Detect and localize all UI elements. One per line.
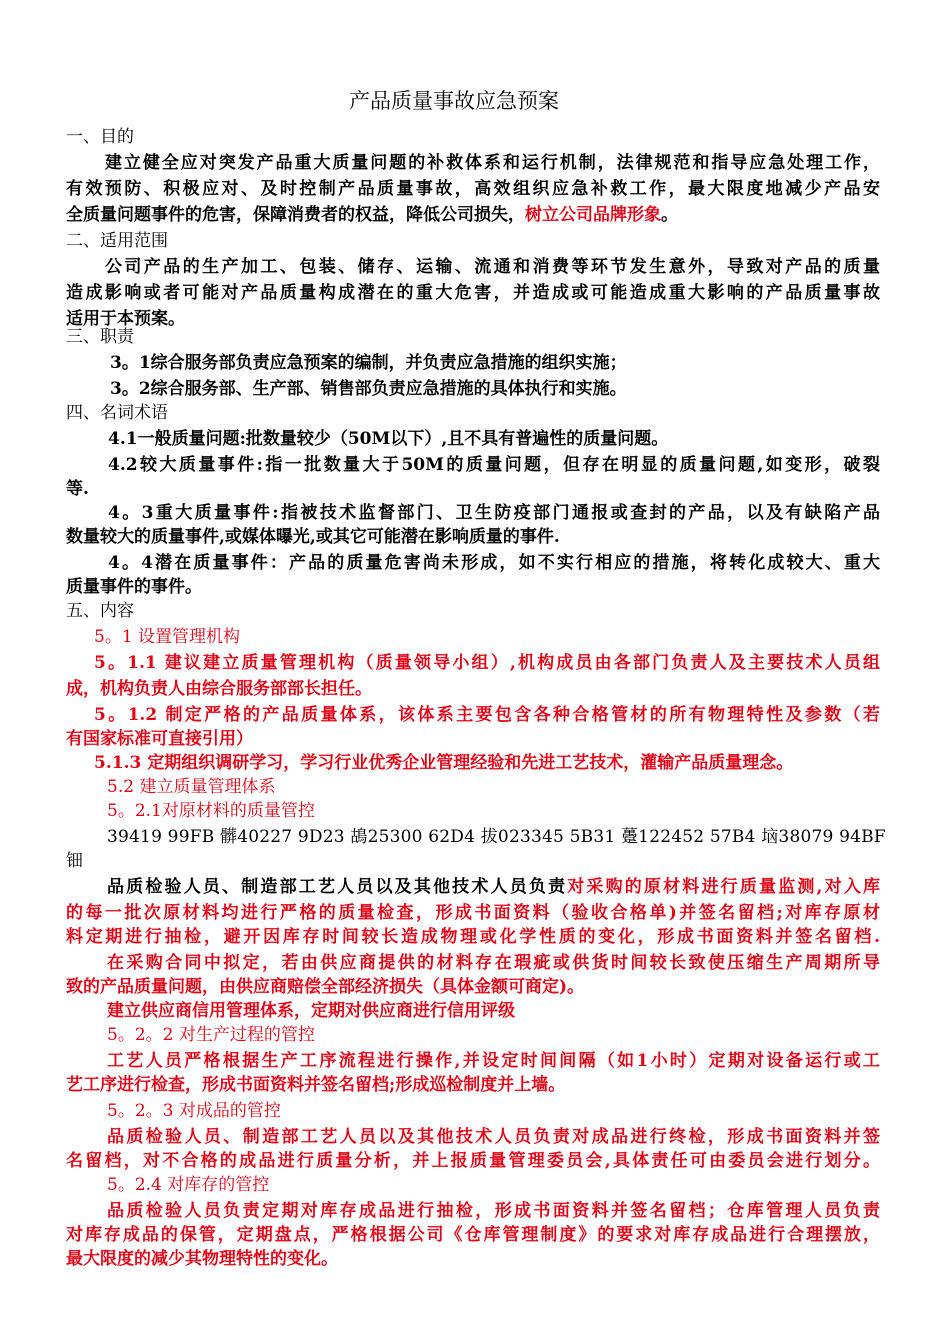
paragraph-line: 品质检验人员负责定期对库存成品进行抽检，形成书面资料并签名留档；仓库管理人员负责 — [107, 1201, 880, 1221]
paragraph-line: 最大限度的减少其物理特性的变化。 — [66, 1249, 338, 1269]
subsection-heading: 5.2 建立质量管理体系 — [107, 777, 276, 797]
paragraph-line: 适用于本预案。 — [66, 309, 185, 329]
duty-item: 3。2综合服务部、生产部、销售部负责应急措施的具体执行和实施。 — [110, 379, 627, 399]
text-run: 品质检验人员、制造部工艺人员以及其他技术人员负责 — [107, 877, 568, 897]
subsection-heading: 5。2。3 对成品的管控 — [107, 1101, 281, 1121]
term-item: 4.2较大质量事件:指一批数量大于50M的质量问题，但存在明显的质量问题,如变形，破裂 — [108, 455, 880, 475]
term-item: 4。3重大质量事件:指被技术监督部门、卫生防疫部门通报或查封的产品，以及有缺陷产品 — [108, 503, 880, 523]
section-heading-terms: 四、名词术语 — [66, 403, 168, 423]
paragraph-line — [66, 202, 678, 228]
paragraph-line: 料定期进行抽检，避开因库存时间较长造成物理或化学性质的变化，形成书面资料并签名留档. — [66, 927, 880, 947]
section-heading-scope: 二、适用范围 — [66, 231, 168, 251]
subsection-heading: 5。1 设置管理机构 — [94, 627, 241, 647]
subsection-heading: 5。2.4 对库存的管控 — [107, 1175, 270, 1195]
subsection-heading: 5。2。2 对生产过程的管控 — [107, 1025, 315, 1045]
text-run: 全质量问题事件的危害，保障消费者的权益，降低公司损失， — [66, 205, 525, 225]
section-heading-purpose: 一、目的 — [66, 127, 134, 147]
paragraph-line: 名留档，对不合格的成品进行质量分析，并上报质量管理委员会,具体责任可由委员会进行划分。 — [66, 1151, 880, 1171]
paragraph-line: 造成影响或者可能对产品质量构成潜在的重大危害，并造成或可能造成重大影响的产品质量事故 — [66, 283, 880, 303]
term-item-cont: 质量事件的事件。 — [66, 577, 202, 597]
paragraph-line: 有国家标准可直接引用） — [66, 729, 253, 749]
highlight-text: 对采购的原材料进行质量监测,对入库 — [567, 877, 880, 897]
garbled-text-line: 钿 — [66, 851, 83, 871]
paragraph-line: 5。1.1 建议建立质量管理机构（质量领导小组）,机构成员由各部门负责人及主要技术人员组 — [94, 653, 880, 673]
paragraph-line: 在采购合同中拟定，若由供应商提供的材料存在瑕疵或供货时间较长致使压缩生产周期所导 — [107, 953, 880, 973]
paragraph-line: 工艺人员严格根据生产工序流程进行操作,并设定时间间隔（如1小时）定期对设备运行或工 — [107, 1051, 880, 1071]
paragraph-line: 公司产品的生产加工、包装、储存、运输、流通和消费等环节发生意外，导致对产品的质量 — [105, 257, 880, 277]
term-item-cont: 数量较大的质量事件,或媒体曝光,或其它可能潜在影响质量的事件. — [66, 527, 560, 547]
paragraph-line: 有效预防、积极应对、及时控制产品质量事故，高效组织应急补救工作，最大限度地减少产品安 — [66, 179, 880, 199]
term-item: 4。4潜在质量事件：产品的质量危害尚未形成，如不实行相应的措施，将转化成较大、重大 — [108, 553, 880, 573]
paragraph-line: 致的产品质量问题，由供应商赔偿全部经济损失（具体金额可商定)。 — [66, 977, 585, 997]
duty-item: 3。1综合服务部负责应急预案的编制，并负责应急措施的组织实施； — [110, 353, 627, 373]
paragraph-line: 建立供应商信用管理体系，定期对供应商进行信用评级 — [107, 1001, 515, 1021]
text-run: 。 — [661, 205, 678, 225]
paragraph-line: 艺工序进行检查，形成书面资料并签名留档;形成巡检制度并上墙。 — [66, 1075, 566, 1095]
paragraph-line: 建立健全应对突发产品重大质量问题的补救体系和运行机制，法律规范和指导应急处理工作， — [105, 153, 880, 173]
paragraph-line: 的每一批次原材料均进行严格的质量检查，形成书面资料（验收合格单)并签名留档;对库存原材 — [66, 903, 880, 923]
paragraph-line: 品质检验人员、制造部工艺人员以及其他技术人员负责对成品进行终检，形成书面资料并签 — [107, 1127, 880, 1147]
paragraph-line — [107, 874, 880, 900]
section-heading-content: 五、内容 — [66, 601, 134, 621]
paragraph-line: 对库存成品的保管，定期盘点，严格根据公司《仓库管理制度》的要求对库存成品进行合理摆放， — [66, 1225, 880, 1245]
paragraph-line: 5。1.2 制定严格的产品质量体系，该体系主要包含各种合格管材的所有物理特性及参数（若 — [94, 705, 880, 725]
subsection-heading: 5。2.1对原材料的质量管控 — [107, 801, 315, 821]
garbled-text-line: 39419 99FB 髒40227 9D23 鴣25300 62D4 拔023345 5B31 躉122452 57B4 垴38079 94BF — [107, 827, 886, 847]
term-item-cont: 等. — [66, 479, 89, 499]
term-item: 4.1一般质量问题:批数量较少（50M以下）,且不具有普遍性的质量问题。 — [108, 429, 669, 449]
paragraph-line: 成，机构负责人由综合服务部部长担任。 — [66, 679, 372, 699]
highlight-text: 树立公司品牌形象 — [525, 205, 661, 225]
section-heading-duties: 三、职责 — [66, 327, 134, 347]
paragraph-line: 5.1.3 定期组织调研学习，学习行业优秀企业管理经验和先进工艺技术，灌输产品质量理念。 — [94, 753, 794, 773]
document-title: 产品质量事故应急预案 — [349, 89, 559, 113]
